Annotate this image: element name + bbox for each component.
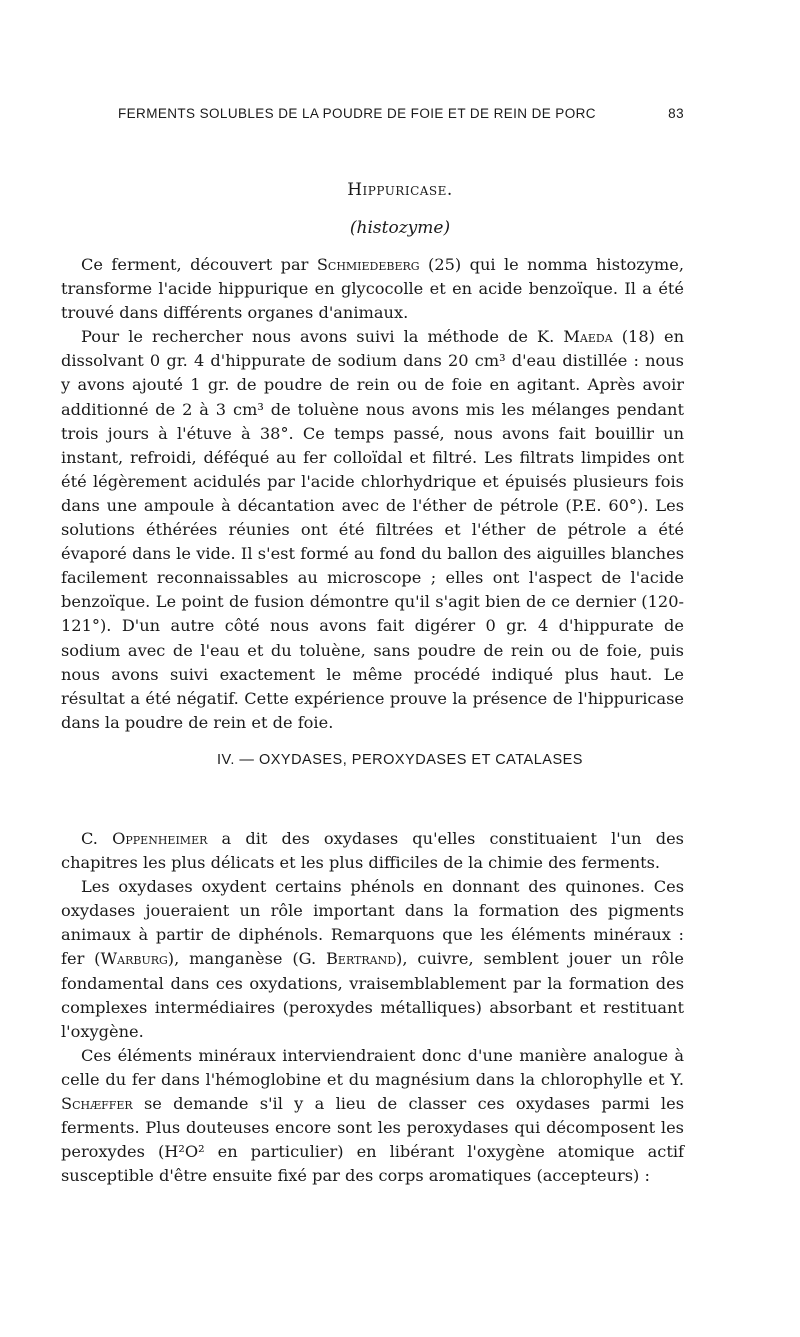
- text-run: ), manganèse (G.: [167, 949, 327, 969]
- text-run: Les oxydases oxydent certains phénols en donnant des quinones. Ces oxydases joueraient un rôle important dans la formation des pigments animaux à partir de diphénols. Remarquons que les éléments minéraux : fer (: [61, 877, 684, 969]
- author-name: Oppenheimer: [112, 829, 208, 848]
- author-name: Maeda: [563, 327, 613, 347]
- paragraph: [61, 827, 684, 875]
- text-run: Ces éléments minéraux interviendraient donc d'une manière analogue à celle du fer dans l'hémoglobine et du magnésium dans la chlorophylle et Y.: [61, 1045, 684, 1089]
- paragraph: [61, 325, 684, 735]
- text-run: ), cuivre, semblent jouer un rôle fondamental dans ces oxydations, vraisemblablement par la formation des complexes intermédiaires (peroxydes métalliques) absorbant et restituant l'oxygène.: [61, 949, 685, 1041]
- hippuricase-text: [61, 253, 684, 735]
- text-run: (18) en dissolvant 0 gr. 4 d'hippurate de sodium dans 20 cm³ d'eau distillée : nous y avons ajouté 1 gr. de poudre de rein ou de foie en agitant. Après avoir additionné de 2 à 3 cm³ de toluène nous avons mis les mélanges pendant trois jours à l'étuve à 38°. Ce temps passé, nous avons fait bouillir un instant, refroidi, déféqué au fer colloïdal et filtré. Les filtrats limpides ont été légèrement acidulés par l'acide chlorhydrique et épuisés plusieurs fois dans une ampoule à décantation avec de l'éther de pétrole (P.E. 60°). Les solutions éthérées réunies ont été filtrées et l'éther de pétrole a été évaporé dans le vide. Il s'est formé au fond du ballon des aiguilles blanches facilement reconnaissables au microscope ; elles ont l'aspect de l'acide benzoïque. Le point de fusion démontre qu'il s'agit bien de ce dernier (120-121°). D'un autre côté nous avons fait digérer 0 gr. 4 d'hippurate de sodium avec de l'eau et du toluène, sans poudre de rein ou de foie, puis nous avons suivi exactement le même procédé indiqué plus haut. Le résultat a été négatif. Cette expérience prouve la présence de l'hippuricase dans la poudre de rein et de foie.: [61, 327, 684, 732]
- text-run: C.: [81, 829, 113, 848]
- running-head-title: FERMENTS SOLUBLES DE LA POUDRE DE FOIE ET DE REIN DE PORC: [118, 106, 596, 121]
- paragraph: [61, 1044, 684, 1189]
- oxydase-text: [61, 827, 684, 1188]
- chapter-heading: IV. — OXYDASES, PEROXYDASES ET CATALASES: [217, 752, 583, 768]
- text-run: Pour le rechercher nous avons suivi la méthode de K.: [81, 327, 564, 347]
- author-name: Warburg: [100, 949, 168, 969]
- paragraph: [61, 253, 684, 325]
- text-run: Ce ferment, découvert par: [81, 255, 317, 274]
- text-run: a dit des oxydases qu'elles constituaient l'un des chapitres les plus délicats et les plus difficiles de la chimie des ferments.: [61, 829, 684, 873]
- section-subtitle: (histozyme): [349, 218, 451, 238]
- paragraph: [61, 875, 684, 1044]
- author-name: Schæffer: [61, 1094, 133, 1114]
- page-number: 83: [668, 106, 684, 121]
- text-run: se demande s'il y a lieu de classer ces oxydases parmi les ferments. Plus douteuses encore sont les peroxydases qui décomposent les peroxydes (H²O² en particulier) en libérant l'oxygène atomique actif susceptible d'être ensuite fixé par des corps aromatiques (accepteurs) :: [61, 1094, 684, 1186]
- author-name: Schmiedeberg: [316, 255, 420, 274]
- text-run: (25) qui le nomma histozyme, transforme l'acide hippurique en glycocolle et en acide benzoïque. Il a été trouvé dans différents organes d'animaux.: [61, 255, 685, 323]
- section-title: Hippuricase.: [347, 180, 453, 200]
- author-name: Bertrand: [326, 949, 397, 969]
